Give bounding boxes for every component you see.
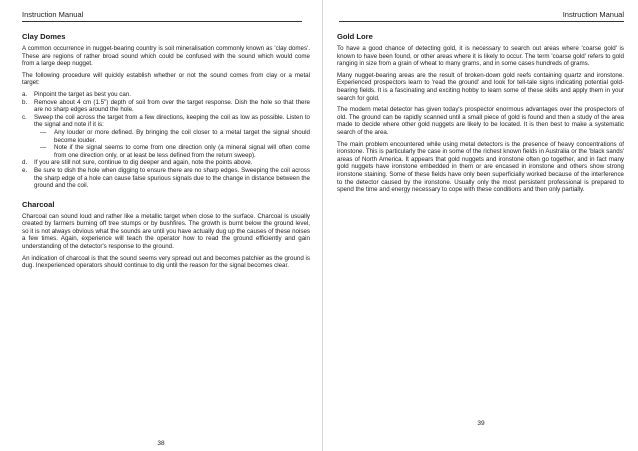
dash-marker: — [40, 128, 47, 136]
sub-item-direction [40, 144, 310, 159]
step-marker: b. [22, 98, 28, 106]
clay-procedure-list [22, 91, 310, 190]
charcoal-paragraph-1: Charcoal can sound loud and rather like a metallic target when close to the surface. Charcoal is usually created by farmers burning off tree stumps or by bushfires. The growth is burnt below the ground level, so it is not always obvious what the sounds are until you have actually dug up the causes of these noises a few times. Again, experience will teach the operator how to read the ground efficiently and gain understanding of the detector's response to the ground. [22, 212, 310, 251]
right-running-head: Instruction Manual [339, 10, 624, 22]
sub-item-text: Note if the signal seems to come from one direction only (a mineral signal will often come from one direction only, or at least be less defined from the return sweep). [54, 144, 310, 159]
clay-domes-paragraph-1: A common occurrence in nugget-bearing country is soil mineralisation commonly known as 'clay domes'. These are regions of rather broad sound which could be confused with the sound which would come from a large deep nugget. [22, 45, 310, 68]
charcoal-paragraph-2: An indication of charcoal is that the sound seems very spread out and becomes patchier as the ground is dug. Inexperienced operators should continue to dig until the reason for the signal becomes clear. [22, 254, 310, 270]
left-running-head: Instruction Manual [22, 10, 302, 22]
step-marker: e. [22, 166, 28, 174]
gold-lore-paragraph-4: The main problem encountered while using metal detectors is the presence of heavy concentrations of ironstone. This is particularly the case in some of the richest known fields in Australia or the 'black sands' areas of North America. It appears that gold nuggets and ironstone often go together, and in fact many gold nuggets have ironstone embedded in them or are encased in ironstone and others show strong ironstone staining. Some of these fields have only been superficially worked because of the interference to the detector caused by the ironstone. Usually only the most persistent professional is prepared to spend the time and energy necessary to cope with these conditions and then only partially. [337, 140, 624, 194]
procedure-step-c [22, 114, 310, 160]
step-text: Be sure to dish the hole when digging to ensure there are no sharp edges. Sweeping the coil across the sharp edge of a hole can cause false spurious signals due to the change in distance between the ground and the coil. [34, 166, 310, 190]
procedure-step-e [22, 167, 310, 190]
right-page-number: 39 [477, 420, 485, 427]
step-text: If you are still not sure, continue to dig deeper and again, note the points above. [34, 159, 253, 167]
procedure-step-d [22, 159, 310, 167]
step-text: Pinpoint the target as best you can. [34, 90, 131, 98]
step-marker: d. [22, 159, 28, 167]
procedure-step-a [22, 91, 310, 99]
clay-domes-paragraph-2: The following procedure will quickly establish whether or not the sound comes from clay or a metal target: [22, 71, 310, 87]
left-page-number: 38 [157, 440, 165, 447]
step-c-sub-list [34, 129, 310, 159]
gold-lore-paragraph-2: Many nugget-bearing areas are the result of broken-down gold reefs containing quartz and ironstone. Experienced prospectors learn to 'read the ground' and look for tell-tale signs indicating potential gold-bearing fields. It is a fascinating and exciting hobby to learn some of these skills and apply them in your search for gold. [337, 71, 624, 102]
gold-lore-heading: Gold Lore [337, 32, 373, 41]
dash-marker: — [40, 144, 47, 152]
charcoal-heading: Charcoal [22, 199, 55, 209]
step-text: Remove about 4 cm (1.5") depth of soil from over the target response. Dish the hole so that there are no sharp edges around the hole. [34, 98, 310, 114]
step-text: Sweep the coil across the target from a few directions, keeping the coil as low as possible. Listen to the signal and note if it is: [34, 113, 310, 129]
sub-item-text: Any louder or more defined. By bringing the coil closer to a metal target the signal should become louder. [54, 128, 310, 144]
clay-domes-heading: Clay Domes [22, 32, 66, 41]
gold-lore-paragraph-3: The modern metal detector has given today's prospector enormous advantages over the prospectors of old. The ground can be rapidly scanned until a small piece of gold is found and then a study of the area made to decide where other gold nuggets are likely to be located. It is then best to make a systematic search of the area. [337, 106, 624, 136]
step-marker: c. [22, 113, 27, 121]
gold-lore-paragraph-1: To have a good chance of detecting gold, it is necessary to search out areas where 'coarse gold' is known to have been found, or other areas where it is likely to occur. The term 'coarse gold' refers to gold ranging in size from a grain of wheat to many grams, and in some cases hundreds of grams. [337, 45, 624, 68]
sub-item-louder [40, 129, 310, 144]
step-marker: a. [22, 90, 28, 98]
right-page [322, 0, 638, 451]
procedure-step-b [22, 99, 310, 114]
